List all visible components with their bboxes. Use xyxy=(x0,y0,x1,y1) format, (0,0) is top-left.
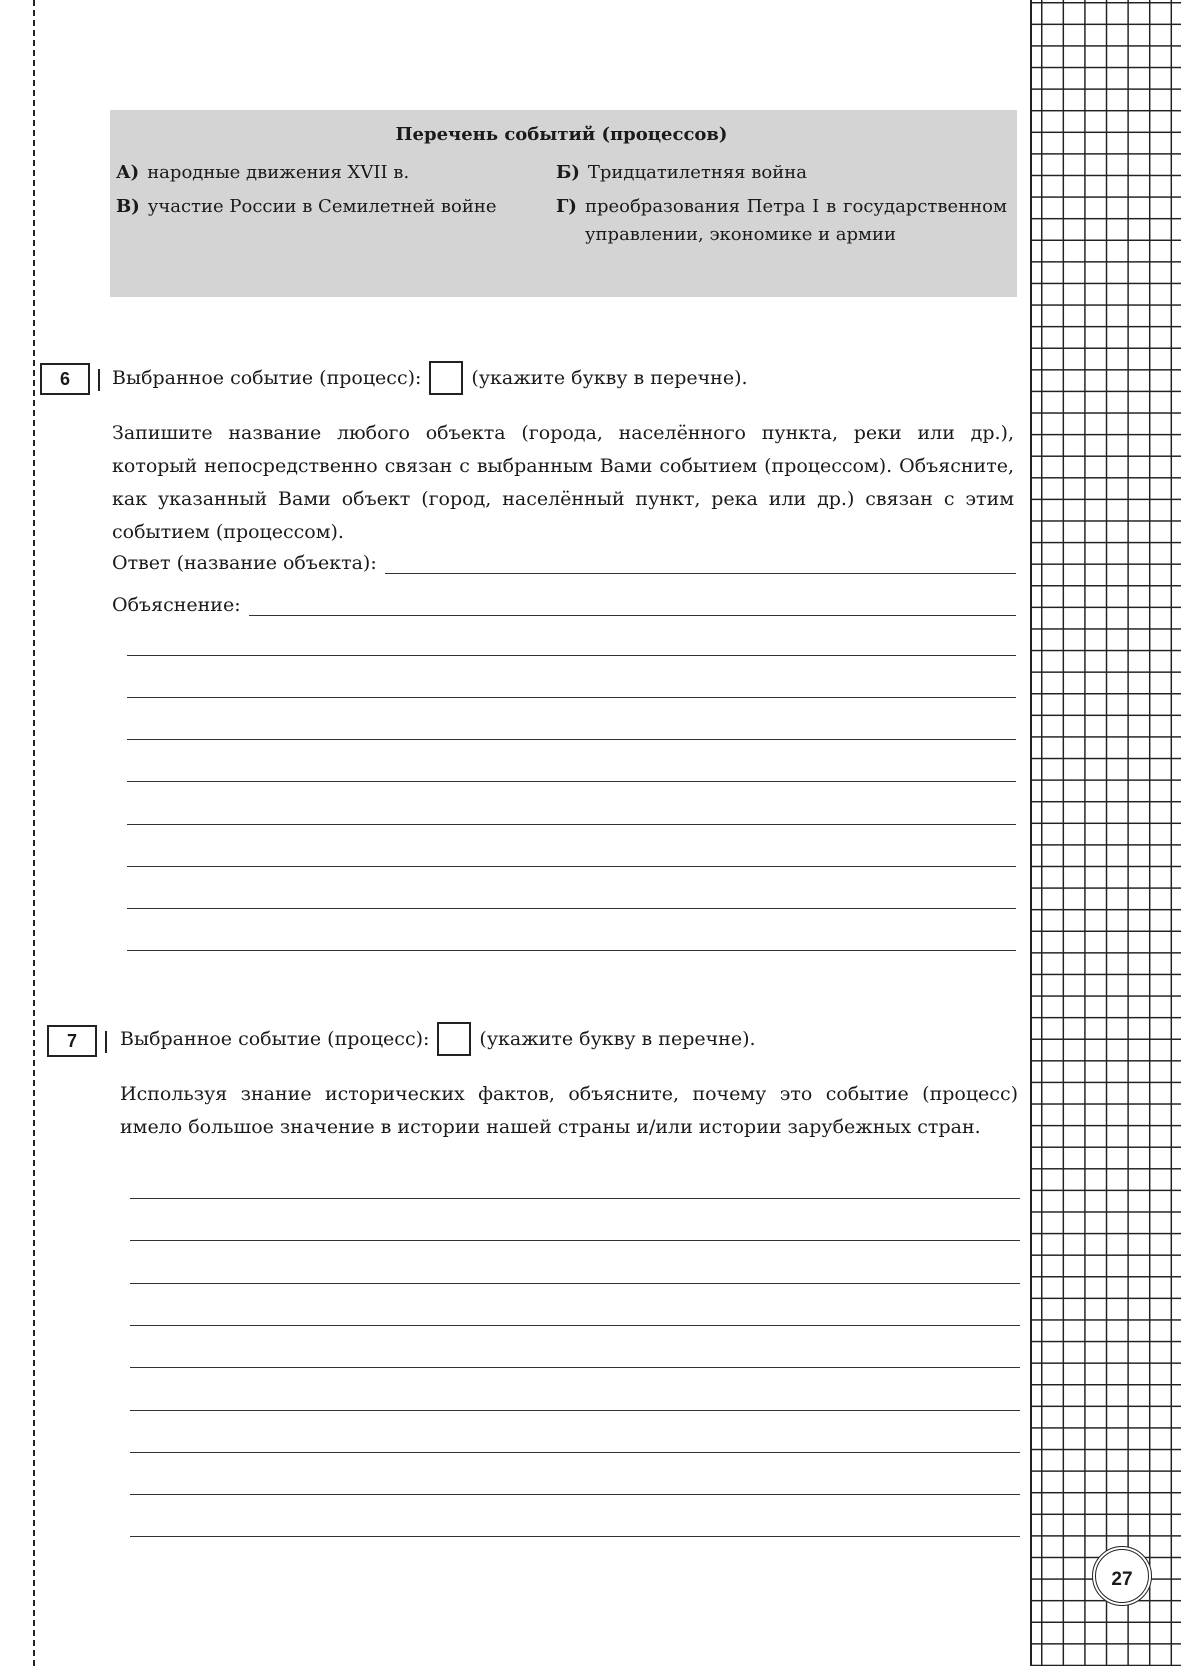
task6-answer-line[interactable] xyxy=(127,781,1016,782)
task7-instruction: Используя знание исторических фактов, объясните, почему это событие (процесс) имело большое значение в истории нашей страны и/или истории зарубежных стран. xyxy=(120,1083,1018,1138)
task7-selected-suffix: (укажите букву в перечне). xyxy=(479,1028,756,1050)
event-text: Тридцатилетняя война xyxy=(587,162,807,183)
task7-answer-line[interactable] xyxy=(130,1198,1020,1199)
event-item-g xyxy=(556,193,1007,249)
task7-answer-line[interactable] xyxy=(130,1283,1020,1284)
task7-selected-line xyxy=(120,1022,756,1056)
task6-answer-field[interactable] xyxy=(112,552,1016,574)
task6-instruction: Запишите название любого объекта (города, населённого пункта, реки или др.), который непосредственно связан с выбранным Вами событием (процессом). Объясните, как указанный Вами объект (город, населённый пункт, река или др.) связан с этим событием (процессом). xyxy=(112,422,1014,543)
event-letter: А) xyxy=(116,162,140,183)
event-text: участие России в Семилетней войне xyxy=(147,196,497,217)
events-list-box xyxy=(110,110,1017,297)
event-text: преобразования Петра I в государственном управлении, экономике и армии xyxy=(584,196,1007,245)
task7-answer-line[interactable] xyxy=(130,1452,1020,1453)
task6-selected-line xyxy=(112,361,748,395)
task6-answer-line[interactable] xyxy=(127,739,1016,740)
event-letter: Б) xyxy=(556,162,580,183)
task7-answer-line[interactable] xyxy=(130,1325,1020,1326)
event-item-a xyxy=(116,159,556,187)
task7-answer-line[interactable] xyxy=(130,1536,1020,1537)
task6-selected-prefix: Выбранное событие (процесс): xyxy=(112,367,422,389)
task7-answer-line[interactable] xyxy=(130,1240,1020,1241)
task-number-6: 6 xyxy=(40,363,90,395)
task6-answer-label: Ответ (название объекта): xyxy=(112,552,377,574)
event-letter: В) xyxy=(116,196,140,217)
cut-line xyxy=(33,0,35,1666)
task6-answer-line[interactable] xyxy=(127,866,1016,867)
task7-answer-line[interactable] xyxy=(130,1367,1020,1368)
grid-margin xyxy=(1030,0,1181,1666)
task7-letter-box[interactable] xyxy=(437,1022,471,1056)
task6-explanation-field[interactable] xyxy=(112,594,1016,616)
event-item-b xyxy=(556,159,1007,187)
task7-selected-prefix: Выбранное событие (процесс): xyxy=(120,1028,430,1050)
task6-selected-suffix: (укажите букву в перечне). xyxy=(471,367,748,389)
task6-answer-line[interactable] xyxy=(127,697,1016,698)
event-item-v xyxy=(116,193,556,249)
event-text: народные движения XVII в. xyxy=(147,162,410,183)
task6-answer-rule[interactable] xyxy=(385,553,1016,574)
task6-answer-line[interactable] xyxy=(127,824,1016,825)
page-number: 27 xyxy=(1092,1546,1152,1606)
task-number-7: 7 xyxy=(47,1025,97,1057)
task6-answer-line[interactable] xyxy=(127,950,1016,951)
task6-explanation-rule[interactable] xyxy=(249,595,1016,616)
task6-explanation-label: Объяснение: xyxy=(112,594,241,616)
event-letter: Г) xyxy=(556,196,577,217)
task6-letter-box[interactable] xyxy=(429,361,463,395)
task6-answer-line[interactable] xyxy=(127,908,1016,909)
task7-answer-line[interactable] xyxy=(130,1494,1020,1495)
events-list-grid xyxy=(116,159,1007,249)
task7-answer-line[interactable] xyxy=(130,1410,1020,1411)
task6-answer-line[interactable] xyxy=(127,655,1016,656)
events-list-title: Перечень событий (процессов) xyxy=(395,124,728,145)
